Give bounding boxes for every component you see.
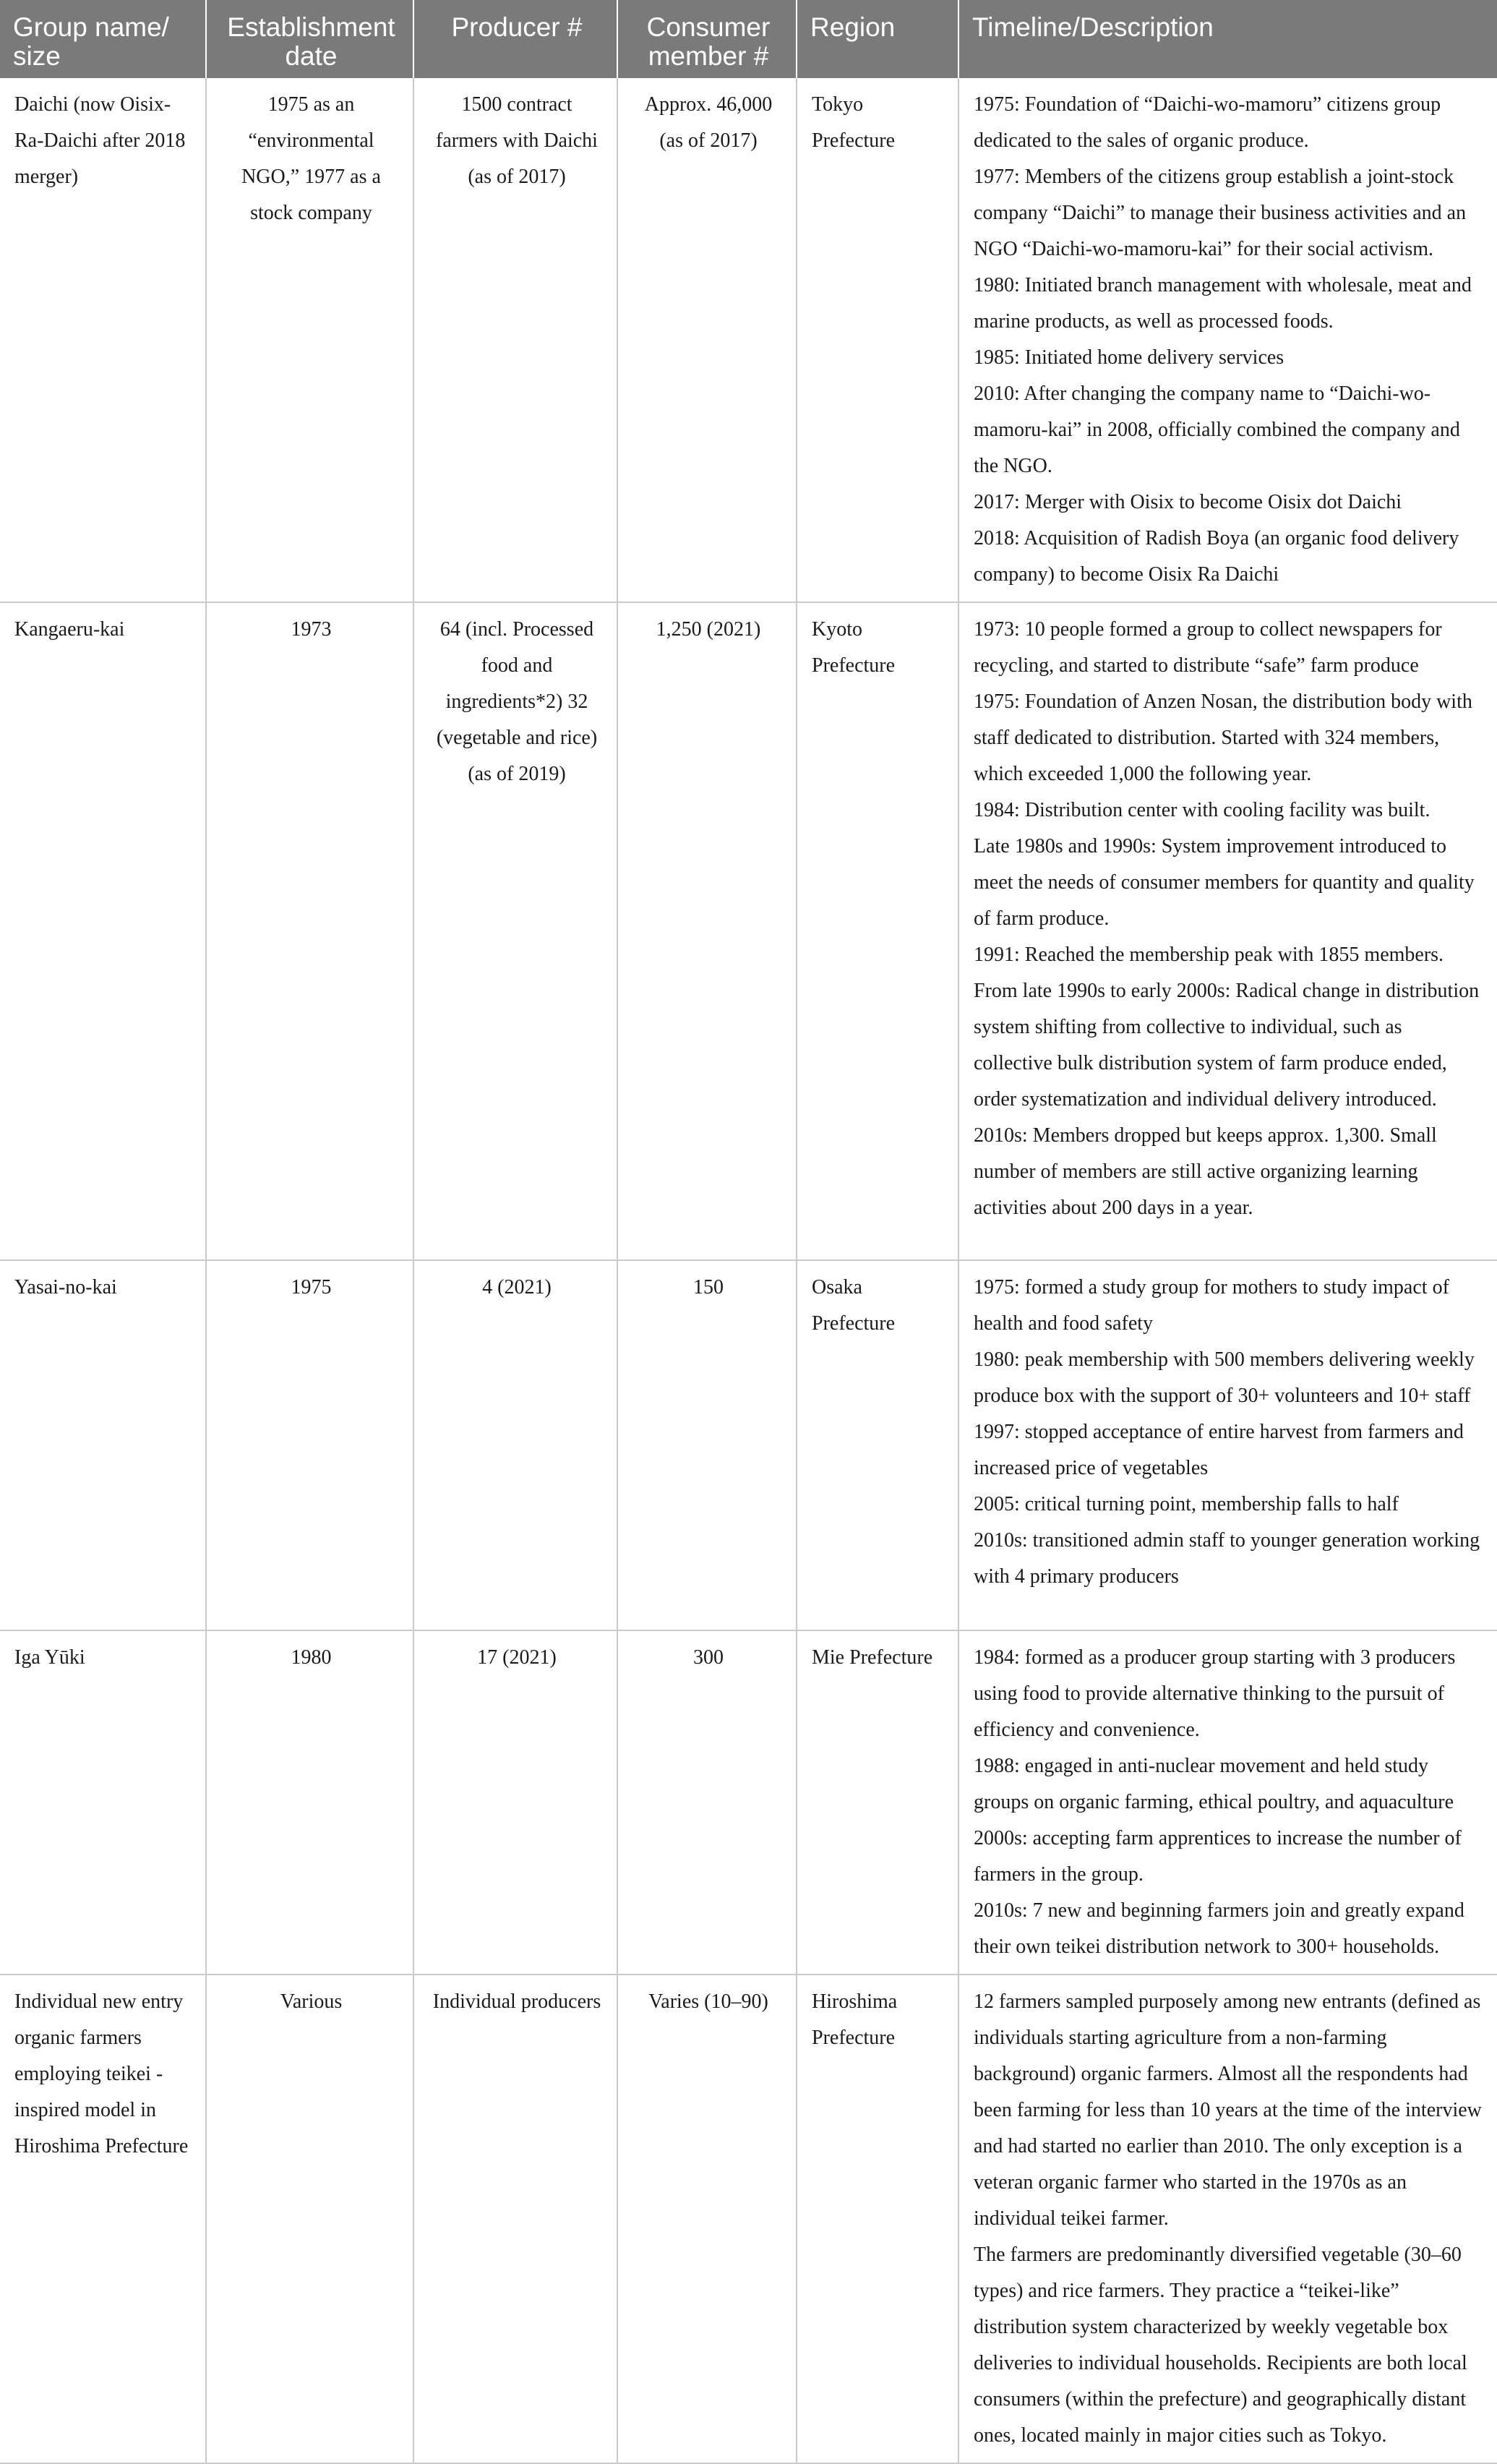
cell-establishment-date: 1980 (206, 1630, 413, 1975)
cell-timeline (958, 602, 1497, 1260)
cell-region: Hiroshima Prefecture (797, 1975, 958, 2463)
cell-producer-count: 4 (2021) (413, 1260, 617, 1630)
header-consumer-count: Consumer member # (617, 0, 797, 78)
cell-producer-count: 64 (incl. Processed food and ingredients*2) 32 (vegetable and rice) (as of 2019) (413, 602, 617, 1260)
cell-group-name: Iga Yūki (0, 1630, 206, 1975)
timeline-entry: 1988: engaged in anti-nuclear movement and held study groups on organic farming, ethical poultry, and aquaculture (974, 1755, 1454, 1813)
table-row (0, 1630, 1497, 1975)
cell-timeline (958, 1630, 1497, 1975)
header-region: Region (797, 0, 958, 78)
timeline-entry: 1980: peak membership with 500 members delivering weekly produce box with the support of 30+ volunteers and 10+ staff (974, 1348, 1475, 1407)
cell-establishment-date: 1973 (206, 602, 413, 1260)
cell-timeline (958, 1975, 1497, 2463)
timeline-entry: 1977: Members of the citizens group establish a joint-stock company “Daichi” to manage their business activities and an NGO “Daichi-wo-mamoru-kai” for their social activism. (974, 166, 1467, 260)
cell-producer-count: 17 (2021) (413, 1630, 617, 1975)
table-header (0, 0, 1497, 78)
table-row (0, 602, 1497, 1260)
cell-consumer-count: 150 (617, 1260, 797, 1630)
timeline-entry: 2010s: Members dropped but keeps approx. 1,300. Small number of members are still active organizing learning activities about 200 days in a year. (974, 1124, 1437, 1219)
timeline-entry: From late 1990s to early 2000s: Radical change in distribution system shifting from collective to individual, such as collective bulk distribution system of farm produce ended, order systematization and individual delivery introduced. (974, 980, 1480, 1111)
timeline-entry: 1975: Foundation of Anzen Nosan, the distribution body with staff dedicated to distribution. Started with 324 members, which exceeded 1,000 the following year. (974, 690, 1472, 785)
cell-group-name: Kangaeru-kai (0, 602, 206, 1260)
timeline-entry: The farmers are predominantly diversified vegetable (30–60 types) and rice farmers. They practice a “teikei-like” distribution system characterized by weekly vegetable box deliveries to individual households. Recipients are both local consumers (within the prefecture) and geographically distant ones, located mainly in major cities such as Tokyo. (974, 2243, 1467, 2447)
cell-establishment-date: 1975 as an “environmental NGO,” 1977 as a stock company (206, 78, 413, 602)
cell-region: Tokyo Prefecture (797, 78, 958, 602)
cell-consumer-count: Varies (10–90) (617, 1975, 797, 2463)
cell-consumer-count: 1,250 (2021) (617, 602, 797, 1260)
cell-establishment-date: 1975 (206, 1260, 413, 1630)
header-establishment-date: Establishment date (206, 0, 413, 78)
cell-producer-count: Individual producers (413, 1975, 617, 2463)
timeline-entry: 1984: Distribution center with cooling facility was built. (974, 799, 1430, 821)
cell-group-name: Daichi (now Oisix-Ra-Daichi after 2018 merger) (0, 78, 206, 602)
timeline-entry: Late 1980s and 1990s: System improvement introduced to meet the needs of consumer members for quantity and quality of farm produce. (974, 835, 1475, 930)
cell-consumer-count: Approx. 46,000 (as of 2017) (617, 78, 797, 602)
cell-consumer-count: 300 (617, 1630, 797, 1975)
timeline-entry: 1991: Reached the membership peak with 1855 members. (974, 944, 1444, 966)
header-producer-count: Producer # (413, 0, 617, 78)
cell-group-name: Individual new entry organic farmers employing teikei -inspired model in Hiroshima Prefecture (0, 1975, 206, 2463)
cell-timeline (958, 1260, 1497, 1630)
cell-group-name: Yasai-no-kai (0, 1260, 206, 1630)
cell-region: Kyoto Prefecture (797, 602, 958, 1260)
timeline-entry: 2018: Acquisition of Radish Boya (an organic food delivery company) to become Oisix Ra Daichi (974, 527, 1459, 586)
cell-region: Osaka Prefecture (797, 1260, 958, 1630)
timeline-entry: 1997: stopped acceptance of entire harvest from farmers and increased price of vegetables (974, 1421, 1464, 1479)
cell-timeline (958, 78, 1497, 602)
table-row (0, 1260, 1497, 1630)
table-row (0, 1975, 1497, 2463)
timeline-entry: 1984: formed as a producer group starting with 3 producers using food to provide alternative thinking to the pursuit of efficiency and convenience. (974, 1646, 1456, 1741)
timeline-entry: 2010s: transitioned admin staff to younger generation working with 4 primary producers (974, 1529, 1480, 1588)
header-timeline: Timeline/Description (958, 0, 1497, 78)
timeline-entry: 1975: formed a study group for mothers to study impact of health and food safety (974, 1276, 1449, 1335)
timeline-entry: 2010: After changing the company name to “Daichi-wo-mamoru-kai” in 2008, officially combined the company and the NGO. (974, 382, 1460, 477)
timeline-entry: 2000s: accepting farm apprentices to increase the number of farmers in the group. (974, 1827, 1462, 1886)
table-row (0, 78, 1497, 602)
cell-producer-count: 1500 contract farmers with Daichi (as of 2017) (413, 78, 617, 602)
timeline-entry: 12 farmers sampled purposely among new entrants (defined as individuals starting agriculture from a non-farming background) organic farmers. Almost all the respondents had been farming for less than 10 years at the time of the interview and had started no earlier than 2010. The only exception is a veteran organic farmer who started in the 1970s as an individual teikei farmer. (974, 1990, 1482, 2230)
timeline-entry: 1975: Foundation of “Daichi-wo-mamoru” citizens group dedicated to the sales of organic produce. (974, 93, 1441, 152)
timeline-entry: 2005: critical turning point, membership falls to half (974, 1493, 1399, 1515)
timeline-entry: 1985: Initiated home delivery services (974, 346, 1284, 369)
cell-region: Mie Prefecture (797, 1630, 958, 1975)
timeline-entry: 1973: 10 people formed a group to collect newspapers for recycling, and started to distribute “safe” farm produce (974, 618, 1442, 677)
table-body (0, 78, 1497, 2463)
cell-establishment-date: Various (206, 1975, 413, 2463)
header-row (0, 0, 1497, 78)
header-group-name: Group name/ size (0, 0, 206, 78)
timeline-entry: 2010s: 7 new and beginning farmers join and greatly expand their own teikei distribution network to 300+ households. (974, 1899, 1464, 1958)
timeline-entry: 2017: Merger with Oisix to become Oisix dot Daichi (974, 491, 1402, 513)
timeline-entry: 1980: Initiated branch management with wholesale, meat and marine products, as well as processed foods. (974, 274, 1472, 333)
